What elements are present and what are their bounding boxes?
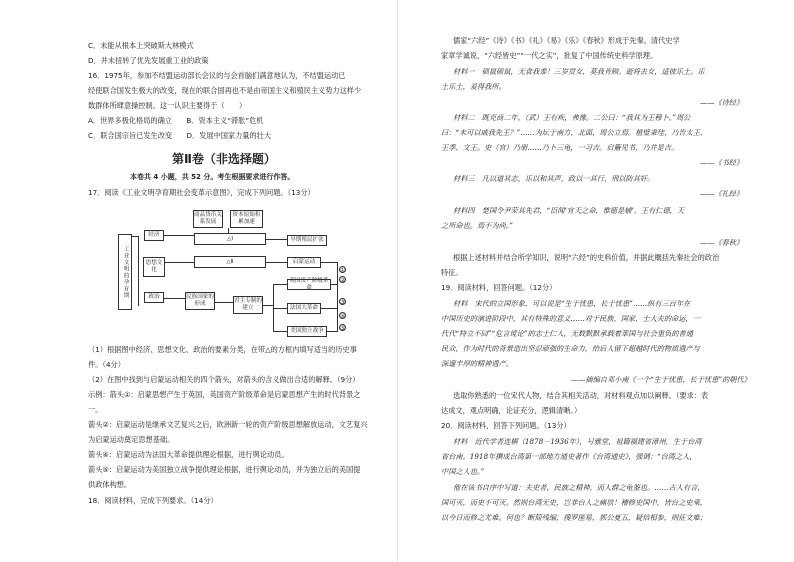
box-english-revolution: 英国资产阶级革命 <box>287 279 331 290</box>
q19-material: 代代“特立不回”“危言谠论”的志士仁人，无数默默承载着華国与社会重负的普通 <box>441 329 693 338</box>
q19-intro: 19．阅读材料，回答问题。（12分） <box>441 283 557 292</box>
row-economy: 经济 <box>144 230 164 241</box>
q20-material: 材料 近代学者连横（1878－1936年），号雅堂，祖籍福建省漳州，生于台湾 <box>453 437 702 446</box>
circle-4: ④ <box>340 313 346 320</box>
q19-material: 材料 宋代的立国形象，可以说是“生于忧患，长于忧患”……纵有三百年在 <box>453 299 691 308</box>
q17-part2: （2）在图中找到与启蒙运动相关的四个箭头，对箭头的含义做出合适的解释。（9分） <box>88 375 360 384</box>
material-2: 王季、文王。史（官）乃册……乃卜三龟，一习吉。启籥见书，乃并是吉。 <box>441 143 679 152</box>
q20-material: 中国之人也。” <box>441 467 485 476</box>
option-d-q15: D．并未扭转了优先发展重工业的政策 <box>88 56 209 65</box>
q18-question: 特征。 <box>441 268 463 277</box>
box-commodity: 商品货币关系发展 <box>193 210 223 228</box>
q18-intro-text: 儒家“六经”《诗》《书》《礼》《易》《乐》《春秋》形成于先秦。清代史学 <box>453 36 680 45</box>
q17-answer-5: 箭头⑤：启蒙运动为美国独立战争提供理论根据，进行舆论动员，并为独立后的美国提 <box>88 465 361 474</box>
row-thought: 思想文化 <box>143 257 165 277</box>
q16-line: 经使联合国发生极大的改变，现在的联合国再也不是由帝国主义和殖民主义势力这样少 <box>88 86 362 95</box>
q17-part1: 件。（4分） <box>88 360 125 369</box>
circle-5: ⑤ <box>340 325 346 332</box>
q16-options-ab: A．世界多极化格局的确立 B．资本主义“滞胀”危机 <box>88 116 264 125</box>
q19-material: 民众，作为时代的背景造出坚忍顽强的生命力，给后人留下超越时代的物质遗产与 <box>441 344 700 353</box>
material-1: 材料一 硕鼠硕鼠，无食我黍！三岁贯女，莫我肯顾。逝将去女，适彼乐土。乐 <box>453 67 705 76</box>
row-politics: 政治 <box>144 292 164 303</box>
material-2: 材料二 既克商二年，（武）王有疾，弗豫。二公曰：“我其为王穆卜。”周公 <box>453 113 691 122</box>
q20-material: 他在该书自序中写道：夫史者，民族之精神，而人群之龟鉴也。……古人有言， <box>453 483 705 492</box>
box-french-revolution: 法国大革命 <box>287 303 321 314</box>
q18-intro: 18．阅读材料，完成下列要求。（14分） <box>88 496 218 505</box>
section-title: 第Ⅱ卷（非选择题） <box>172 152 276 166</box>
q17-intro: 17．阅读《工业文明孕育期社会变革示意图》，完成下列问题。（13分） <box>88 188 315 197</box>
blank-box-1: △Ⅰ <box>194 233 266 245</box>
circle-3: ③ <box>340 299 346 306</box>
box-enlightenment: 启蒙运动 <box>287 257 321 268</box>
q20-material: 省台南。1918年撰成台湾第一部地方通史著作《台湾通史》，强调：“台湾之人， <box>441 452 697 461</box>
circle-1: ① <box>340 267 346 274</box>
material-3-source: ——《礼经》 <box>700 189 744 198</box>
material-4-source: ——《春秋》 <box>700 238 744 247</box>
option-c-q15: C．未能从根本上突破斯大林模式 <box>88 41 194 50</box>
q17-answer-2: 箭头②：启蒙运动是继承文艺复兴之后，欧洲新一轮的资产阶级思想解放运动，文艺复兴 <box>88 420 368 429</box>
q16-line: 16．1975年，参加不结盟运动部长会议的与会首脑们满意地认为，不结盟运动已 <box>88 71 346 80</box>
blank-box-2: △Ⅱ <box>194 256 266 268</box>
material-3: 材料三 凡以道其志，乐以和其声，政以一其行，刑以防其奸。 <box>453 174 655 183</box>
q19-material: 深邃丰厚的精神遗产。 <box>441 359 513 368</box>
material-4: 之所命也。焉不为尚。” <box>441 221 513 230</box>
q16-options-cd: C．联合国宗旨已发生改变 D．发展中国家力量的壮大 <box>88 131 272 140</box>
material-1-source: ——《诗经》 <box>700 98 744 107</box>
q18-question: 根据上述材料并结合所学知识，说明“六经”的史料价值，并据此概括先秦社会的政治 <box>453 253 720 262</box>
q17-answer-5: 供政体构想。 <box>88 480 132 489</box>
q19-question: 达成文，观点明确，论证充分，逻辑清晰。） <box>441 406 582 415</box>
q20-intro: 20．阅读材料，回答下列问题。（13分） <box>441 421 571 430</box>
q17-answer-4: 箭头④：启蒙运动为法国大革命提供理论根据，进行舆论动员。 <box>88 450 289 459</box>
q20-material: 国可灭，而史不可灭。然则台湾无史，岂非台人之痛欤！稽修史国中，皆台之史乘， <box>441 498 707 507</box>
column-divider <box>397 0 398 562</box>
box-american-independence: 美国独立战争 <box>287 326 327 337</box>
material-2: 曰：“未可以戚我先王？”……为坛于南方，北面，周公立焉。植璧秉珪，乃告太王、 <box>441 128 708 137</box>
section-note: 本卷共 4 小题，共 52 分。考生根据要求进行作答。 <box>130 173 295 181</box>
q19-source: ——摘编自邓小南《一个“生于忧患，长于忧患”的朝代》 <box>571 375 751 384</box>
material-2-source: ——《书经》 <box>700 158 744 167</box>
q17-answer-2: 为启蒙运动奠定思想基础。 <box>88 435 175 444</box>
q17-example: 示例：箭头①：启蒙思想产生于英国，英国资产阶级革命是启蒙思想产生的时代背景之 <box>88 390 361 399</box>
q16-line: 数群体所肆意操控制。这一认识主要得于（ ） <box>88 101 247 110</box>
diagram-left-label: 工业文明的孕育期 <box>118 234 132 310</box>
material-1: 土乐土，爰得我所。 <box>441 82 506 91</box>
q17-example: 一。 <box>88 405 103 414</box>
q17-part1: （1）根据图中经济、思想文化、政治的要素分类，在带△的方框内填写适当的历史事 <box>88 345 357 354</box>
q19-material: 中国历史的演进阶段中，其有特殊的意义……对于民族、国家、士大夫的命运，一 <box>441 314 700 323</box>
box-capital: 资本原始积累加速 <box>230 210 263 228</box>
q20-material: 以今日而修之尤难。何也？断简残编，搜罗匪易，郭公夏五，疑信相参，则征文难； <box>441 513 707 522</box>
q18-intro-text: 家章学诚说，“六经皆史”“一代之实”，批复了中国传统史料学原理。 <box>441 51 658 60</box>
box-nation-state: 民族国家的形成 <box>185 292 215 310</box>
q19-question: 选取你熟悉的一位宋代人物，结合其相关活动，对材料观点加以阐释。（要求：表 <box>453 391 709 400</box>
circle-2: ② <box>340 277 346 284</box>
box-absolutism: 君主专制的建立 <box>233 296 263 314</box>
material-4: 材料四 楚国令尹荣其先君，“臣闻‘宜天之命，惟德是辅’。王有仁德，天 <box>453 206 685 215</box>
box-colonial-expansion: 早期殖民扩张 <box>287 235 327 246</box>
